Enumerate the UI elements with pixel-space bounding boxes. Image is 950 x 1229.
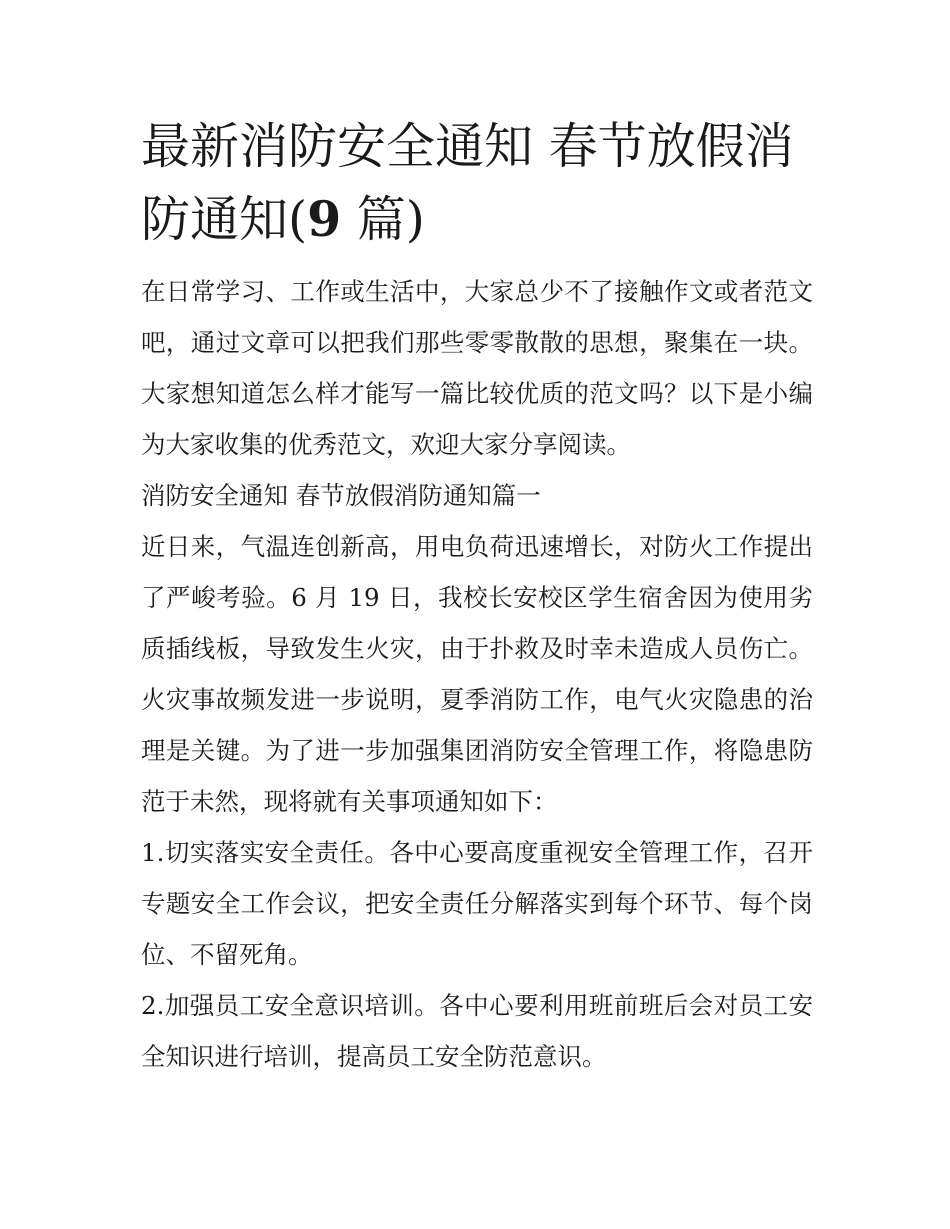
document-page xyxy=(141,110,813,1082)
title-text-part1: 最新消防安全通知 春节放假消防通知( xyxy=(141,118,794,248)
intro-paragraph: 在日常学习、工作或生活中，大家总少不了接触作文或者范文吧，通过文章可以把我们那些零零散散的思想，聚集在一块。大家想知道怎么样才能写一篇比较优质的范文吗？以下是小编为大家收集的优秀范文，欢迎大家分享阅读。 xyxy=(141,277,813,459)
document-title xyxy=(141,110,813,256)
list-item-1: 1.切实落实安全责任。各中心要高度重视安全管理工作，召开专题安全工作会议，把安全责任分解落实到每个环节、每个岗位、不留死角。 xyxy=(141,838,813,969)
section-heading: 消防安全通知 春节放假消防通知篇一 xyxy=(141,481,541,510)
list-item-2: 2.加强员工安全意识培训。各中心要利用班前班后会对员工安全知识进行培训，提高员工安全防范意识。 xyxy=(141,991,813,1071)
title-text-part2: 篇) xyxy=(341,191,425,248)
title-count: 9 xyxy=(307,190,342,248)
body-paragraph-1: 近日来，气温连创新高，用电负荷迅速增长，对防火工作提出了严峻考验。6 月 19 日，我校长安校区学生宿舍因为使用劣质插线板，导致发生火灾，由于扑救及时幸未造成人员伤亡。火灾事故频发进一步说明，夏季消防工作，电气火灾隐患的治理是关键。为了进一步加强集团消防安全管理工作，将隐患防范于未然，现将就有关事项通知如下： xyxy=(141,532,813,816)
